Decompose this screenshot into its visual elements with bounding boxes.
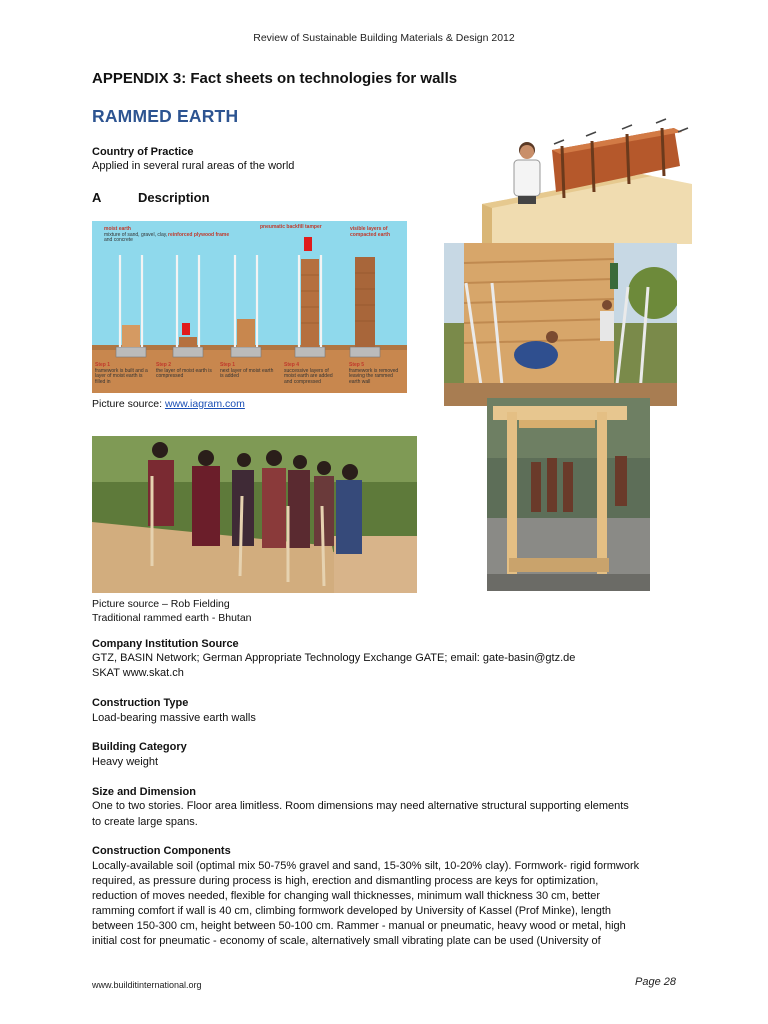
size-line-2: to create large spans. [92, 816, 198, 828]
appendix-title: APPENDIX 3: Fact sheets on technologies for walls [92, 70, 458, 87]
components-line: ramming comfort if wall is 40 cm, climbing formwork developed by University of Kassel (Prof Minke), length [92, 905, 612, 917]
step-caption: Step 1 framework is built and a layer of moist earth is filled in [95, 362, 148, 385]
picture-source-1 [92, 397, 245, 412]
company-label: Company Institution Source [92, 638, 239, 650]
iagram-link[interactable]: www.iagram.com [164, 398, 245, 410]
moist-earth-sublabel: mixture of sand, gravel, clay, and concrete [104, 231, 168, 243]
company-line-2: SKAT www.skat.ch [92, 667, 184, 679]
construction-type-label: Construction Type [92, 697, 189, 709]
size-label: Size and Dimension [92, 786, 196, 798]
frame-label: reinforced plywood frame [168, 232, 230, 238]
size-line-1: One to two stories. Floor area limitless. Room dimensions may need alternative structural supporting elements [92, 800, 629, 812]
workers-formwork-photo [444, 243, 677, 406]
step-caption: Step 4 successive layers of moist earth are added and compressed [284, 362, 333, 385]
section-letter: A [92, 190, 102, 205]
photo-caption: Traditional rammed earth - Bhutan [92, 611, 252, 624]
rammed-earth-step-diagram [92, 221, 407, 393]
formwork-drawing [442, 114, 692, 244]
country-value: Applied in several rural areas of the world [92, 160, 295, 172]
small-formwork-photo [487, 398, 650, 591]
components-line: between 150-300 cm, height between 50-100 cm. Rammer - manual or pneumatic, heavy wood or metal, high [92, 920, 626, 932]
country-label: Country of Practice [92, 146, 194, 158]
building-category-value: Heavy weight [92, 756, 159, 768]
components-line: required, as pressure during process is high, erection and dismantling process are keys for optimization, [92, 875, 599, 887]
components-label: Construction Components [92, 845, 231, 857]
section-a-heading [92, 190, 210, 205]
running-header: Review of Sustainable Building Materials & Design 2012 [253, 32, 515, 44]
page-number: Page 28 [635, 976, 676, 988]
formwork-illustration [442, 114, 692, 244]
footer-url[interactable]: www.builditinternational.org [92, 980, 202, 990]
step-caption: Step 1 next layer of moist earth is added [220, 362, 274, 379]
components-line: initial cost for pneumatic - economy of scale, alternatively small vibrating plate can be used (University of [92, 935, 601, 947]
building-category-label: Building Category [92, 741, 187, 753]
step-caption: Step 2 the layer of moist earth is compressed [156, 362, 212, 379]
tamper-label: pneumatic backfill tamper [260, 224, 322, 230]
company-line-1: GTZ, BASIN Network; German Appropriate Technology Exchange GATE; email: gate-basin@gtz.de [92, 652, 576, 664]
photo-credit: Picture source – Rob Fielding [92, 598, 230, 610]
components-line: reduction of moves needed, flexible for changing wall thicknesses, minimum wall thickness 30 cm, better [92, 890, 601, 902]
sheet-title: RAMMED EARTH [92, 106, 239, 126]
section-title: Description [138, 190, 210, 205]
bhutan-rammed-earth-photo [92, 436, 417, 593]
construction-type-value: Load-bearing massive earth walls [92, 712, 256, 724]
picture-source-2 [92, 598, 252, 625]
visible-layers-label: visible layers of compacted earth [350, 226, 391, 238]
moist-earth-label: moist earth [104, 226, 131, 232]
picture-source-prefix: Picture source: [92, 398, 165, 410]
step-caption: Step 5 framework is removed leaving the rammed earth wall [349, 362, 399, 385]
components-line: Locally-available soil (optimal mix 50-75% gravel and sand, 15-30% silt, 10-20% clay). Formwork- rigid formwork [92, 860, 640, 872]
